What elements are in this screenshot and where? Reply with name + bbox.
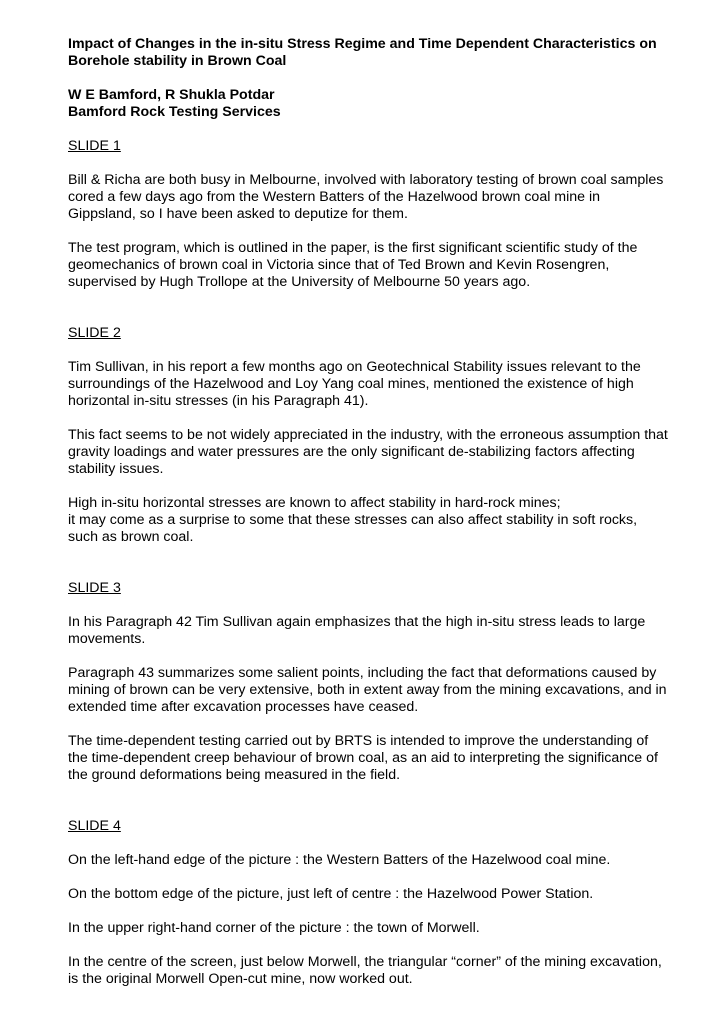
document-title: Impact of Changes in the in-situ Stress Regime and Time Dependent Characteristics on Borehole stability in Brown Coal [68, 36, 657, 69]
slide-3-paragraph-1: In his Paragraph 42 Tim Sullivan again emphasizes that the high in-situ stress leads to large movements. [68, 614, 646, 647]
slide-4-paragraph-3: In the upper right-hand corner of the picture : the town of Morwell. [68, 920, 480, 936]
slide-1-paragraph-1: Bill & Richa are both busy in Melbourne, involved with laboratory testing of brown coal samples cored a few days ago from the Western Batters of the Hazelwood brown coal mine in Gippsland, so I have been asked to deputize for them. [68, 172, 664, 222]
slide-3-paragraph-2: Paragraph 43 summarizes some salient points, including the fact that deformations caused by mining of brown can be very extensive, both in extent away from the mining excavations, and in extended time after excavation processes have ceased. [68, 665, 667, 715]
section-spacer [68, 546, 668, 563]
section-spacer [68, 784, 668, 801]
slide-3-paragraph-3: The time-dependent testing carried out by BRTS is intended to improve the understanding of the time-dependent creep behaviour of brown coal, as an aid to interpreting the significance of the ground deformations being measured in the field. [68, 733, 658, 783]
slide-4-heading: SLIDE 4 [68, 818, 121, 834]
organization-line: Bamford Rock Testing Services [68, 104, 281, 120]
slide-2-paragraph-3-line-1: High in-situ horizontal stresses are known to affect stability in hard-rock mines; [68, 495, 561, 511]
slide-4-paragraph-1: On the left-hand edge of the picture : the Western Batters of the Hazelwood coal mine. [68, 852, 611, 868]
section-spacer [68, 291, 668, 308]
slide-2-paragraph-3-line-2: it may come as a surprise to some that these stresses can also affect stability in soft rocks, such as brown coal. [68, 512, 638, 545]
authors-line: W E Bamford, R Shukla Potdar [68, 87, 275, 103]
slide-3-heading: SLIDE 3 [68, 580, 121, 596]
slide-2-paragraph-1: Tim Sullivan, in his report a few months ago on Geotechnical Stability issues relevant to the surroundings of the Hazelwood and Loy Yang coal mines, mentioned the existence of high horizontal in-situ stresses (in his Paragraph 41). [68, 359, 641, 409]
slide-4-paragraph-2: On the bottom edge of the picture, just left of centre : the Hazelwood Power Station. [68, 886, 594, 902]
slide-2-paragraph-2: This fact seems to be not widely appreciated in the industry, with the erroneous assumption that gravity loadings and water pressures are the only significant de-stabilizing factors affecting stability issues. [68, 427, 668, 477]
slide-1-heading: SLIDE 1 [68, 138, 121, 154]
author-block [68, 87, 668, 121]
document-page [68, 36, 668, 988]
slide-2-heading: SLIDE 2 [68, 325, 121, 341]
slide-1-paragraph-2: The test program, which is outlined in the paper, is the first significant scientific study of the geomechanics of brown coal in Victoria since that of Ted Brown and Kevin Rosengren, supervised by Hugh Trollope at the University of Melbourne 50 years ago. [68, 240, 638, 290]
slide-2-paragraph-3 [68, 495, 668, 546]
slide-4-paragraph-4: In the centre of the screen, just below Morwell, the triangular “corner” of the mining excavation, is the original Morwell Open-cut mine, now worked out. [68, 954, 662, 987]
